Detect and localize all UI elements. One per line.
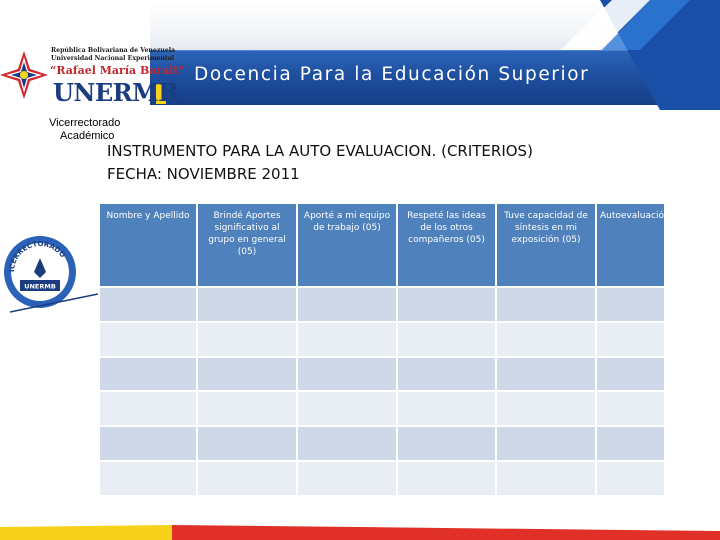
table-cell[interactable] [397, 322, 496, 357]
table-row [99, 461, 665, 496]
department-line-2: Académico [60, 130, 115, 142]
table-cell[interactable] [297, 322, 397, 357]
table-cell[interactable] [596, 287, 665, 322]
page-title: Docencia Para la Educación Superior [194, 64, 590, 85]
table-row [99, 426, 665, 461]
table-cell[interactable] [99, 357, 197, 392]
table-cell[interactable] [496, 357, 596, 392]
column-header-equipo: Aporté a mi equipo de trabajo (05) [297, 203, 397, 287]
table-cell[interactable] [397, 461, 496, 496]
table-cell[interactable] [99, 391, 197, 426]
table-row [99, 322, 665, 357]
table-header-row [99, 203, 665, 287]
table-cell[interactable] [397, 426, 496, 461]
logo-line-unermb: UNERMB [53, 78, 178, 107]
table-cell[interactable] [99, 461, 197, 496]
column-header-aportes: Brindé Aportes significativo al grupo en general (05) [197, 203, 297, 287]
table-cell[interactable] [596, 461, 665, 496]
column-header-autoevaluacion: Autoevaluación [596, 203, 665, 287]
table-cell[interactable] [397, 287, 496, 322]
table-cell[interactable] [297, 426, 397, 461]
table-cell[interactable] [596, 391, 665, 426]
table-row [99, 287, 665, 322]
column-header-nombre: Nombre y Apellido [99, 203, 197, 287]
table-cell[interactable] [596, 357, 665, 392]
table-cell[interactable] [197, 357, 297, 392]
document-date: FECHA: NOVIEMBRE 2011 [107, 165, 300, 183]
table-cell[interactable] [596, 426, 665, 461]
table-cell[interactable] [99, 287, 197, 322]
seal-arc-text: ICERRECTORADO [7, 239, 67, 273]
logo-line-republica: República Bolivariana de Venezuela [51, 47, 176, 54]
evaluation-table [98, 202, 670, 497]
column-header-sintesis: Tuve capacidad de síntesis en mi exposición (05) [496, 203, 596, 287]
table-cell[interactable] [496, 461, 596, 496]
table-cell[interactable] [197, 391, 297, 426]
table-cell[interactable] [99, 426, 197, 461]
table-cell[interactable] [197, 461, 297, 496]
table-cell[interactable] [397, 391, 496, 426]
document-title: INSTRUMENTO PARA LA AUTO EVALUACION. (CRITERIOS) [107, 142, 533, 160]
table-cell[interactable] [596, 322, 665, 357]
table-cell[interactable] [297, 357, 397, 392]
vicerrectorado-seal-icon [0, 228, 100, 318]
table-cell[interactable] [496, 426, 596, 461]
table-cell[interactable] [297, 391, 397, 426]
table-cell[interactable] [197, 322, 297, 357]
column-header-respeto: Respeté las ideas de los otros compañeros (05) [397, 203, 496, 287]
footer-stripe [0, 525, 720, 540]
table-cell[interactable] [197, 426, 297, 461]
table-cell[interactable] [197, 287, 297, 322]
table-row [99, 391, 665, 426]
table-row [99, 357, 665, 392]
table-cell[interactable] [99, 322, 197, 357]
logo-line-universidad: Universidad Nacional Experimental [51, 55, 175, 62]
table-cell[interactable] [297, 287, 397, 322]
logo-line-baralt: “Rafael María Baralt” [50, 64, 185, 77]
table-cell[interactable] [496, 287, 596, 322]
table-cell[interactable] [496, 322, 596, 357]
department-line-1: Vicerrectorado [49, 117, 121, 129]
table-cell[interactable] [297, 461, 397, 496]
seal-text: UNERMB [24, 282, 56, 291]
header-swoosh [540, 0, 720, 110]
table-cell[interactable] [496, 391, 596, 426]
table-cell[interactable] [397, 357, 496, 392]
